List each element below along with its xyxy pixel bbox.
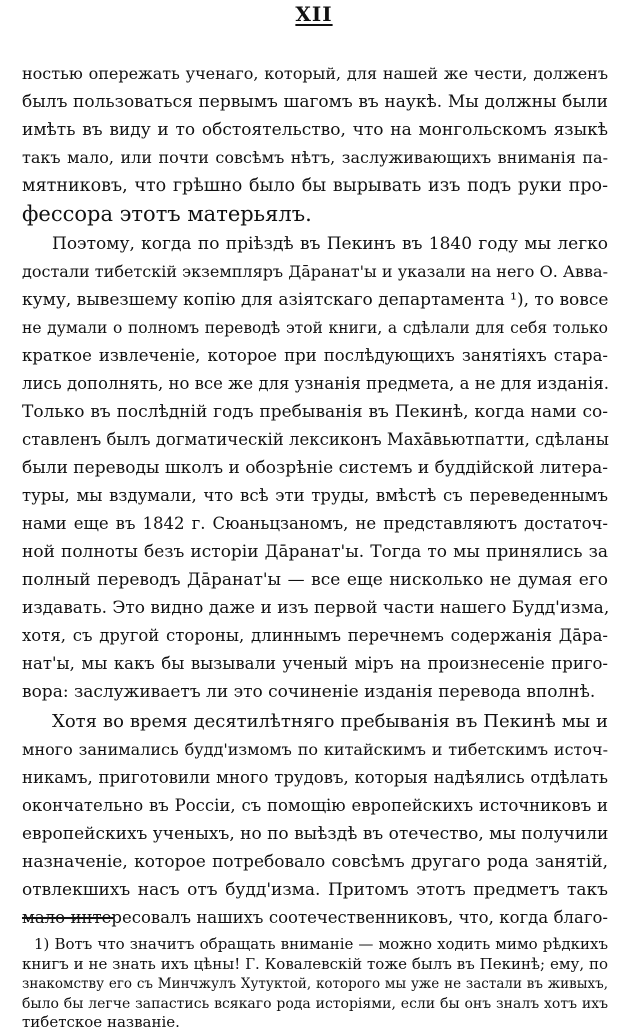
text-line: ной полноты безъ исторіи Дāранат'ы. Тогда то мы принялись за: [22, 542, 608, 562]
text-line: краткое извлеченіе, которое при послѣдующихъ занятіяхъ стара-: [22, 346, 608, 365]
text-line: такъ мало, или почти совсѣмъ нѣтъ, заслуживающихъ вниманія па-: [22, 148, 608, 167]
text-line: не думали о полномъ переводѣ этой книги, а сдѣлали для себя только: [22, 319, 608, 337]
text-line: былъ пользоваться первымъ шагомъ въ наукѣ. Мы должны были: [22, 92, 608, 112]
text-line: достали тибетскій экземпляръ Дāранат'ы и указали на него О. Авва-: [22, 262, 608, 281]
text-line: лись дополнять, но все же для узнанія предмета, а не для изданія.: [22, 374, 609, 393]
text-line: были переводы школъ и обозрѣніе системъ и буддійской литера-: [22, 458, 609, 478]
text-line: имѣть въ виду и то обстоятельство, что на монгольскомъ языкѣ: [22, 120, 608, 140]
text-line: полный переводъ Дāранат'ы — все еще нисколько не думая его: [22, 570, 608, 590]
text-line: отвлекшихъ насъ отъ будд'изма. Притомъ этотъ предметъ такъ: [22, 880, 608, 900]
text-line: мало интересовалъ нашихъ соотечественниковъ, что, когда благо-: [22, 908, 608, 927]
text-line: фессора этотъ матерьялъ.: [22, 202, 312, 226]
footnote-line: тибетское названіе.: [22, 1013, 180, 1031]
footnote-line: знакомству его съ Минчжулъ Хутуктой, которого мы уже не застали въ живыхъ,: [22, 976, 608, 992]
text-line: никамъ, приготовили много трудовъ, которыя надѣялись отдѣлать: [22, 768, 608, 787]
text-line: назначеніе, которое потребовало совсѣмъ другаго рода занятій,: [22, 852, 608, 872]
footnote-line: было бы легче запастись всякаго рода исторіями, если бы онъ зналъ хотъ ихъ: [22, 996, 608, 1012]
footnote-separator: [22, 917, 114, 919]
text-line: Только въ послѣдній годъ пребыванія въ Пекинѣ, когда нами со-: [22, 402, 608, 422]
text-line: Хотя во время десятилѣтняго пребыванія въ Пекинѣ мы и: [52, 711, 608, 732]
text-line: издавать. Это видно даже и изъ первой части нашего Будд'изма,: [22, 598, 610, 618]
text-line: Поэтому, когда по пріѣздѣ въ Пекинъ въ 1840 году мы легко: [52, 234, 608, 254]
text-line: ставленъ былъ догматическій лексиконъ Махāвьютпатти, сдѣланы: [22, 430, 609, 449]
text-line: окончательно въ Россіи, съ помощію европейскихъ источниковъ и: [22, 796, 608, 815]
text-line: мятниковъ, что грѣшно было бы вырывать изъ подъ руки про-: [22, 176, 608, 196]
footnote-line: 1) Вотъ что значитъ обращать вниманіе — можно ходить мимо рѣдкихъ: [34, 935, 608, 953]
text-line: хотя, съ другой стороны, длиннымъ перечнемъ содержанія Дāра-: [22, 626, 608, 645]
text-line: туры, мы вздумали, что всѣ эти труды, вмѣстѣ съ переведеннымъ: [22, 486, 608, 505]
text-line: нами еще въ 1842 г. Сюаньцзаномъ, не представляютъ достаточ-: [22, 514, 608, 533]
text-line: куму, вывезшему копію для азіятскаго департамента ¹), то вовсе: [22, 290, 609, 310]
text-line: много занимались будд'измомъ по китайскимъ и тибетскимъ источ-: [22, 740, 608, 759]
text-line: нат'ы, мы какъ бы вызывали ученый міръ на произнесеніе приго-: [22, 654, 608, 673]
footnote-line: книгъ и не знать ихъ цѣны! Г. Ковалевскій тоже былъ въ Пекинѣ; ему, по: [22, 955, 608, 973]
text-line: вора: заслуживаетъ ли это сочиненіе изданія перевода вполнѣ.: [22, 682, 596, 702]
page-number: XII: [295, 2, 333, 26]
text-line: европейскихъ ученыхъ, но по выѣздѣ въ отечество, мы получили: [22, 824, 609, 844]
text-line: ностью опережать ученаго, который, для нашей же чести, долженъ: [22, 64, 608, 83]
